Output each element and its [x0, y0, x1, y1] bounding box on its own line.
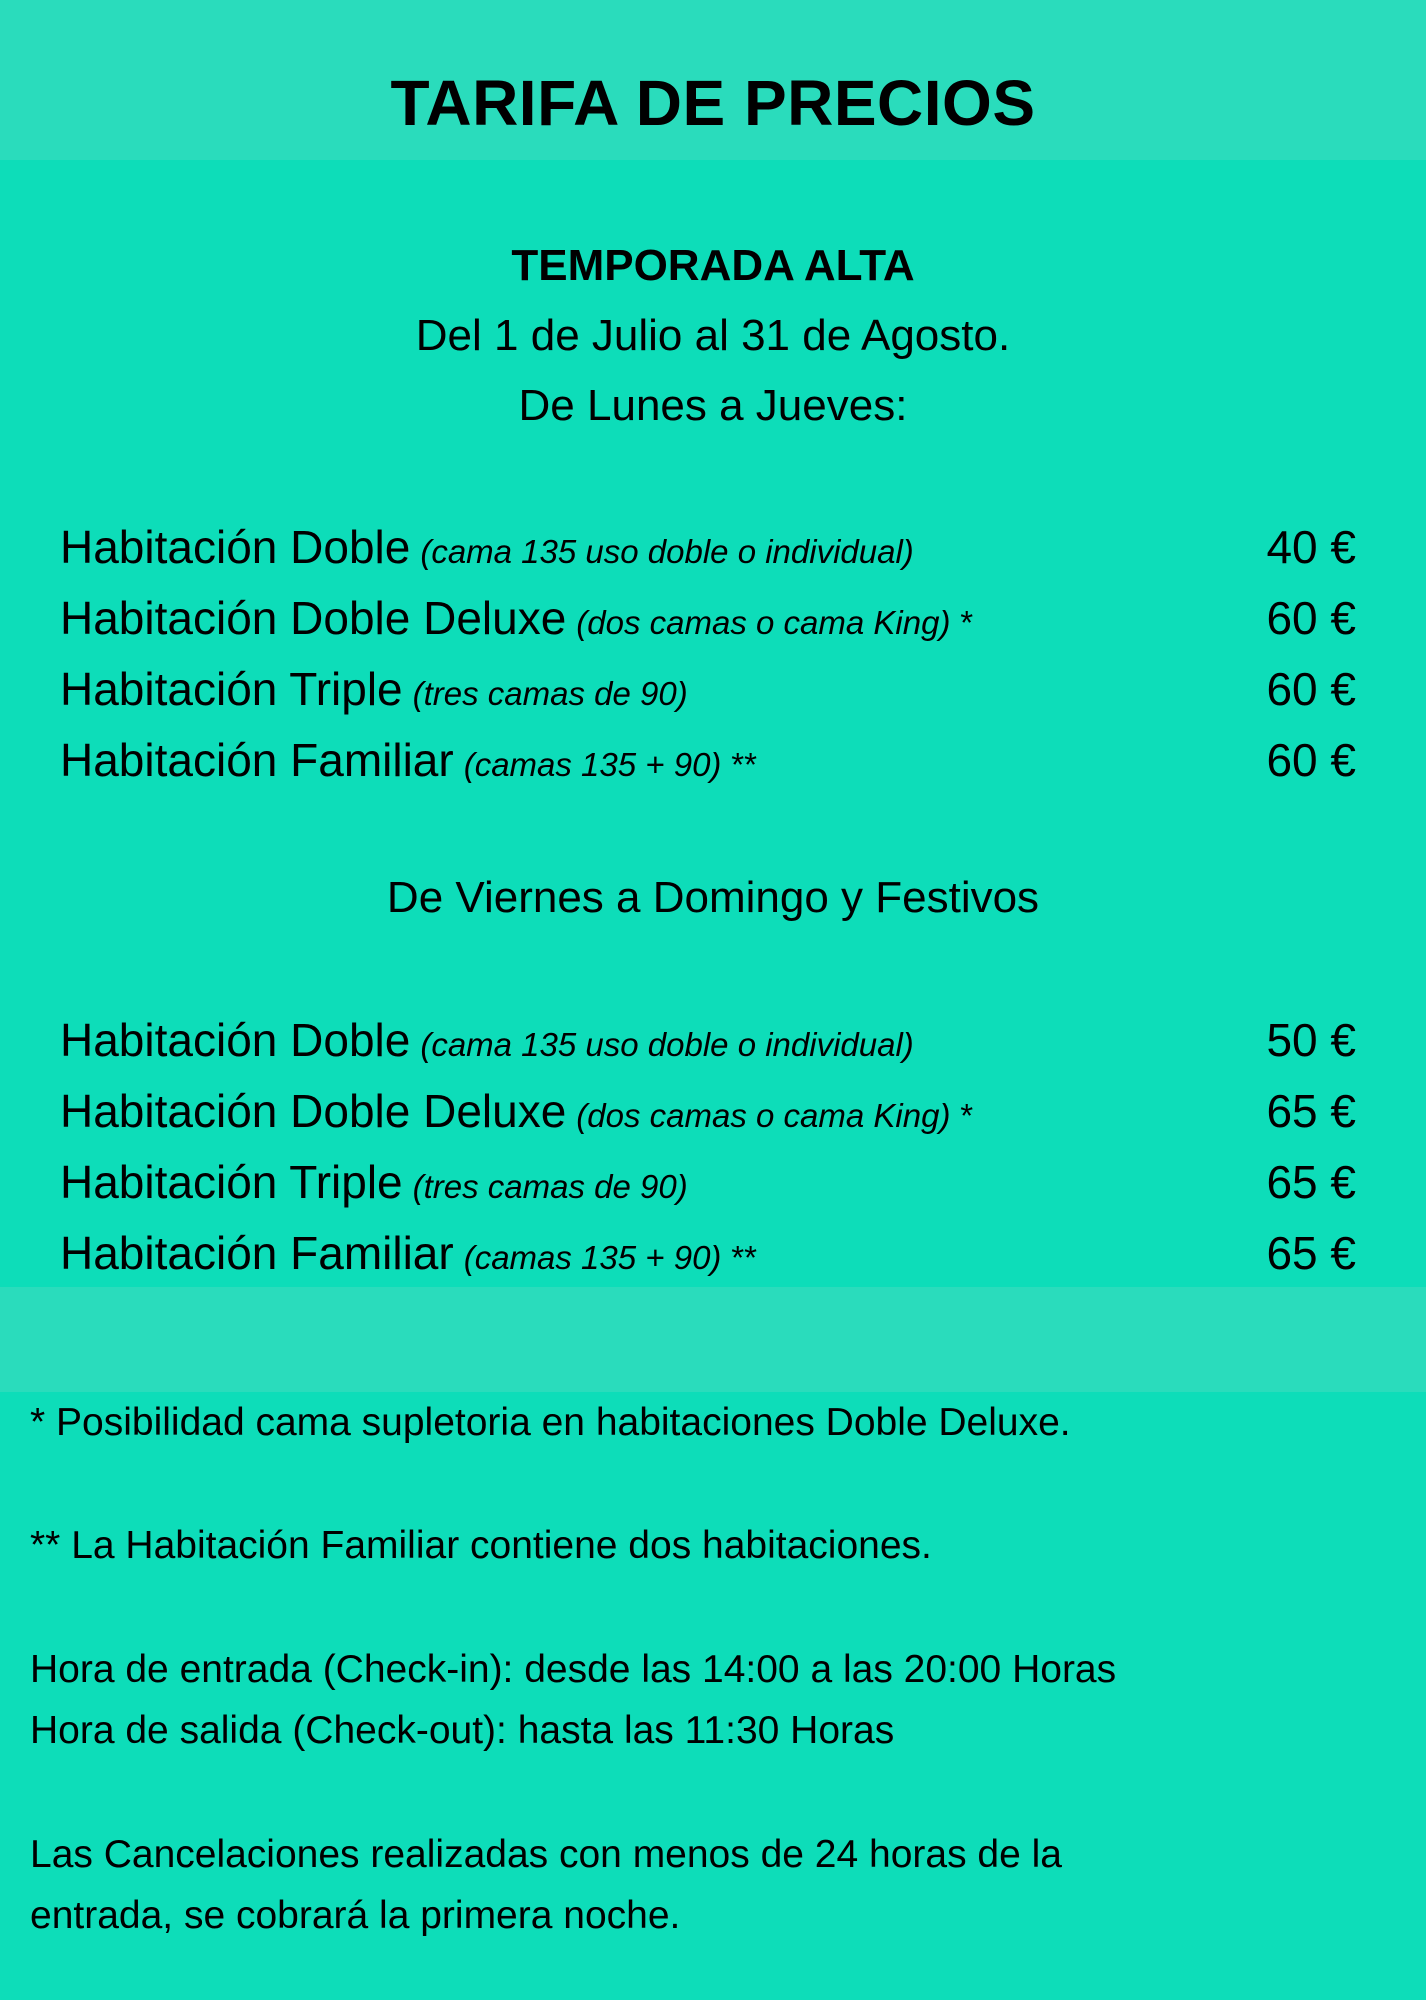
weekday-rate-list	[60, 512, 1356, 796]
room-note: (cama 135 uso doble o individual)	[420, 533, 914, 570]
room-note: (camas 135 + 90)	[463, 1239, 722, 1276]
room-price: 60 €	[1266, 734, 1356, 786]
season-dates: Del 1 de Julio al 31 de Agosto.	[415, 311, 1011, 360]
room-note: (dos camas o cama King)	[576, 604, 951, 641]
room-price: 60 €	[1266, 592, 1356, 644]
room-name: Habitación Triple	[60, 663, 403, 715]
room-price: 50 €	[1266, 1014, 1356, 1066]
room-name: Habitación Doble Deluxe	[60, 1085, 567, 1137]
room-price: 65 €	[1266, 1156, 1356, 1208]
check-in-note: Hora de entrada (Check-in): desde las 14:00 a las 20:00 Horas	[30, 1648, 1117, 1691]
room-price: 65 €	[1266, 1085, 1356, 1137]
footnote-marker: **	[729, 746, 756, 783]
rate-row	[60, 725, 1356, 796]
deluxe-extra-bed-note: * Posibilidad cama supletoria en habitaciones Doble Deluxe.	[30, 1401, 1071, 1444]
separator-band	[0, 1287, 1426, 1392]
weekend-label: De Viernes a Domingo y Festivos	[386, 873, 1040, 922]
room-price: 60 €	[1266, 663, 1356, 715]
rate-row	[60, 1218, 1356, 1289]
footnote-marker: **	[729, 1239, 756, 1276]
room-name: Habitación Familiar	[60, 1227, 454, 1279]
weekday-label: De Lunes a Jueves:	[518, 381, 908, 430]
room-name: Habitación Familiar	[60, 734, 454, 786]
footnote-marker: *	[958, 1097, 972, 1134]
check-out-note: Hora de salida (Check-out): hasta las 11:30 Horas	[30, 1709, 895, 1752]
family-room-note: ** La Habitación Familiar contiene dos habitaciones.	[30, 1524, 932, 1567]
rate-row	[60, 654, 1356, 725]
room-name: Habitación Doble	[60, 521, 411, 573]
rate-row	[60, 1147, 1356, 1218]
room-name: Habitación Doble	[60, 1014, 411, 1066]
room-name: Habitación Triple	[60, 1156, 403, 1208]
footnote-marker: *	[958, 604, 972, 641]
room-note: (camas 135 + 90)	[463, 746, 722, 783]
room-note: (tres camas de 90)	[412, 675, 688, 712]
room-note: (tres camas de 90)	[412, 1168, 688, 1205]
room-price: 65 €	[1266, 1227, 1356, 1279]
room-note: (dos camas o cama King)	[576, 1097, 951, 1134]
room-note: (cama 135 uso doble o individual)	[420, 1026, 914, 1063]
rate-row	[60, 1076, 1356, 1147]
rate-row	[60, 512, 1356, 583]
rate-row	[60, 583, 1356, 654]
page-title: TARIFA DE PRECIOS	[390, 67, 1036, 139]
cancellation-note-line1: Las Cancelaciones realizadas con menos de 24 horas de la	[30, 1833, 1062, 1876]
season-name: TEMPORADA ALTA	[511, 241, 915, 290]
cancellation-note-line2: entrada, se cobrará la primera noche.	[30, 1894, 681, 1937]
room-name: Habitación Doble Deluxe	[60, 592, 567, 644]
room-price: 40 €	[1266, 521, 1356, 573]
weekend-rate-list	[60, 1005, 1356, 1289]
rate-row	[60, 1005, 1356, 1076]
